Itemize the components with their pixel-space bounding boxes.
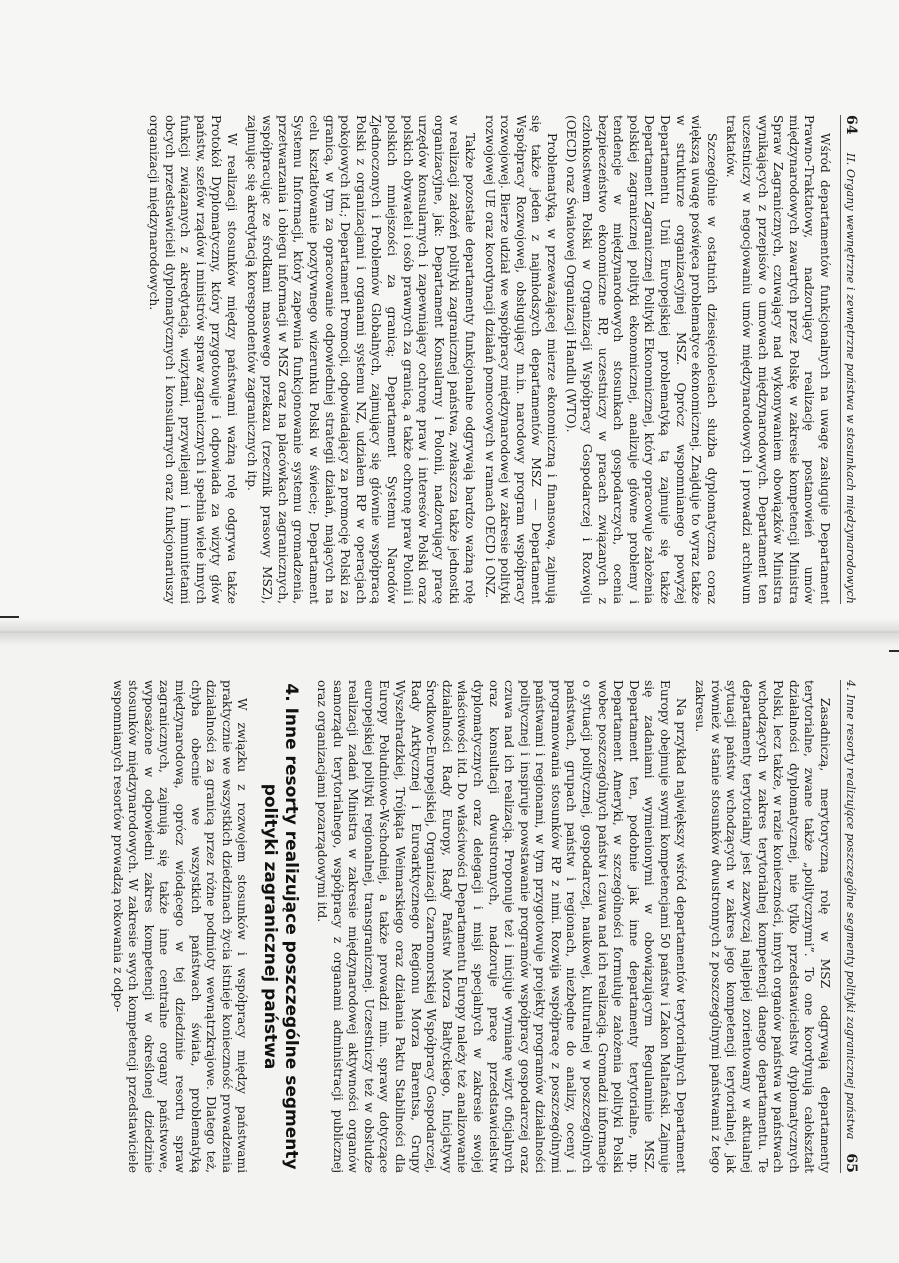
scan-edge-mark: [0, 616, 19, 618]
right-paragraph-2: Na przykład największy wśród departamentów terytorialnych Departament Europy obejmuje swymi kompetencjami 50 państw i Zakon Maltański. Zajmuje się zadaniami wymienionymi w obowiązującym Regulaminie MSZ. Departament ten, podobnie jak inne departamenty terytorialne, np. Departament Ameryki, w szczególności formułuje założenia polityki Polski wobec poszczególnych państw i czuwa nad ich realizacją. Gromadzi informacje o sytuacji politycznej, gospodarczej, naukowej, kulturalnej w poszczególnych państwach, grupach państw i regionach, niezbędne do analizy, oceny i programowania stosunków RP z nimi. Rozwija współpracę z poszczególnymi państwami i regionami, w tym przygotowuje projekty programów działalności politycznej i inspiruje powstawanie programów współpracy gospodarczej oraz czuwa nad ich realizacją. Proponuje też i inicjuje wymianę wizyt oficjalnych oraz konsultacji dwustronnych, nadzoruje pracę przedstawicielstw dyplomatycznych oraz delegacji i misji specjalnych w zakresie swojej właściwości itd. Do właściwości Departamentu Europy należy też analizowanie działalności Rady Europy, Rady Państw Morza Bałtyckiego, Inicjatywy Środkowo-Europejskiej, Organizacji Czarnomorskiej Współpracy Gospodarczej, Rady Arktycznej i Euroarktycznego Regionu Morza Barentsa, Grupy Wyszehradzkiej, Trójkąta Weimarskiego oraz działania Paktu Stabilności dla Europy Południowo-Wschodniej, a także prowadzi min. sprawy dotyczące europejskiej polityki regionalnej, transgranicznej. Uczestniczy też w obsłudze realizacji zadań Ministra w zakresie międzynarodowej aktywności organów samorządu terytorialnego, współpracy z organami administracji publicznej oraz organizacjami pozarządowymi itd.: [315, 680, 688, 1173]
section-heading-line-1: 4. Inne resorty realizujące poszczególne segmenty: [281, 683, 302, 1170]
left-paragraph-4: Także pozostałe departamenty funkcjonalne odgrywają bardzo ważną rolę w realizacji założeń polityki zagranicznej państwa, zwłaszcza także jednostki organizacyjne, jak: Departament Konsularny i Polonii, nadzorujący pracę urzędów konsularnych i zapewniający ochronę praw i interesów Polski oraz polskich obywateli i osób prawnych za granicą, a także ochronę praw Polonii i polskich mniejszości za granicą; Departament Systemu Narodów Zjednoczonych i Problemów Globalnych, zajmujący się głównie współpracą Polski z organizacjami i organami systemu NZ, udziałem RP w operacjach pokojowych itd.; Departament Promocji, odpowiadający za promocję Polski za granicą, w tym za opracowanie odpowiedniej strategii działań, mających na celu kształtowanie pozytywnego wizerunku Polski w świecie; Departament Systemu Informacji, który zapewnia funkcjonowanie systemu gromadzenia, przetwarzania i obiegu informacji w MSZ oraz na placówkach zagranicznych, współpracując ze środkami masowego przekazu (rzecznik prasowy MSZ), zajmując się akredytacją korespondentów zagranicznych itp.: [244, 115, 477, 604]
left-paragraph-2: Szczególnie w ostatnich dziesięcioleciach służba dyplomatyczna coraz większą uwagę poświęca problematyce ekonomicznej. Znajduje to wyraz także w strukturze organizacyjnej MSZ. Oprócz wspomnianego powyżej Departamentu Unii Europejskiej problematyką tą zajmuje się także Departament Zagranicznej Polityki Ekonomicznej, który opracowuje założenia polskiej zagranicznej polityki ekonomicznej, analizuje główne problemy i tendencje w międzynarodowych stosunkach gospodarczych, ocenia bezpieczeństwo ekonomiczne RP, uczestniczy w pracach związanych z członkostwem Polski w Organizacji Współpracy Gospodarczej i Rozwoju (OECD) oraz Światowej Organizacji Handlu (WTO).: [564, 115, 719, 604]
section-heading: [259, 680, 301, 1173]
section-heading-line-2: polityki zagranicznej państwa: [260, 783, 281, 1070]
right-paragraph-3: W związku z rozwojem stosunków i współpracy między państwami praktycznie we wszystkich dziedzinach życia istnieje konieczność prowadzenia działalności za granicą przez różne podmioty wewnątrzkrajowe. Dlatego też, chyba obecnie we wszystkich państwach świata, problematyką międzynarodową, oprócz wiodącego w tej dziedzinie resortu spraw zagranicznych, zajmują się także inne centralne organy państwowe, wyposażone w odpowiedni zakres kompetencji w określonej dziedzinie stosunków międzynarodowych. W zakresie swych kompetencji przedstawiciele wspomnianych resortów prowadzą rokowania z odpo-: [110, 680, 250, 1173]
left-running-head-text: II. Organy wewnętrzne i zewnętrzne państwa w stosunkach międzynarodowych: [844, 152, 857, 604]
gutter-shadow: [0, 618, 899, 646]
right-paragraph-1: Zasadniczą, merytoryczną rolę w MSZ odgrywają departamenty terytorialne, zwane także „politycznymi”. To one koordynują całokształt działalności dyplomatycznej, nie tylko przedstawicielstw dyplomatycznych Polski, lecz także, w razie konieczności, innych organów państwa w państwach wchodzących w zakres terytorialnej kompetencji danego departamentu. Te departamenty terytorialny jest zazwyczaj najlepiej zorientowany w aktualnej sytuacji państw wchodzących w zakres jego kompetencji terytorialnej, jak również w stanie stosunków dwustronnych z poszczególnymi państwami z tego zakresu.: [693, 680, 832, 1173]
right-running-head: [840, 680, 859, 1173]
left-running-head: [840, 115, 859, 604]
left-paragraph-5: W realizacji stosunków między państwami ważną rolę odgrywa także Protokół Dyplomatyczny, który przygotowuje i odpowiada za wizyty głów państw, szefów rządów i ministrów spraw zagranicznych i spełnia wiele innych funkcji związanych z akredytacją, wizytami, przywilejami i immunitetami obcych przedstawicieli dyplomatycznych i konsularnych oraz funkcjonariuszy organizacji międzynarodowych.: [147, 115, 240, 604]
right-page: [0, 632, 899, 1263]
left-page-number: 64: [843, 115, 859, 135]
scan-edge-mark: [889, 650, 899, 652]
left-paragraph-3: Problematyką, w przeważającej mierze ekonomiczną i finansową, zajmują się także jeden z najmłodszych departamentów MSZ — Departament Współpracy Rozwojowej, obsługujący m.in. narodowy program współpracy rozwojowej. Bierze udział we współpracy międzynarodowej w zakresie polityki rozwojowej UE oraz koordynacji działań pomocowych w ramach OECD i ONZ.: [482, 115, 559, 604]
right-running-head-text: 4. Inne resorty realizujące poszczególne segmenty polityki zagranicznej państwa: [844, 680, 857, 1140]
right-page-number: 65: [843, 1153, 859, 1173]
left-paragraph-1: Wśród departamentów funkcjonalnych na uwagę zasługuje Departament Prawno-Traktatowy, nadzorujący realizację postanowień umów międzynarodowych zawartych przez Polskę w zakresie kompetencji Ministra Spraw Zagranicznych, czuwający nad wykonywaniem obowiązków Ministra wynikających z przepisów o umowach międzynarodowych. Departament ten uczestniczy w negocjowaniu umów międzynarodowych i prowadzi archiwum traktatów.: [724, 115, 832, 604]
